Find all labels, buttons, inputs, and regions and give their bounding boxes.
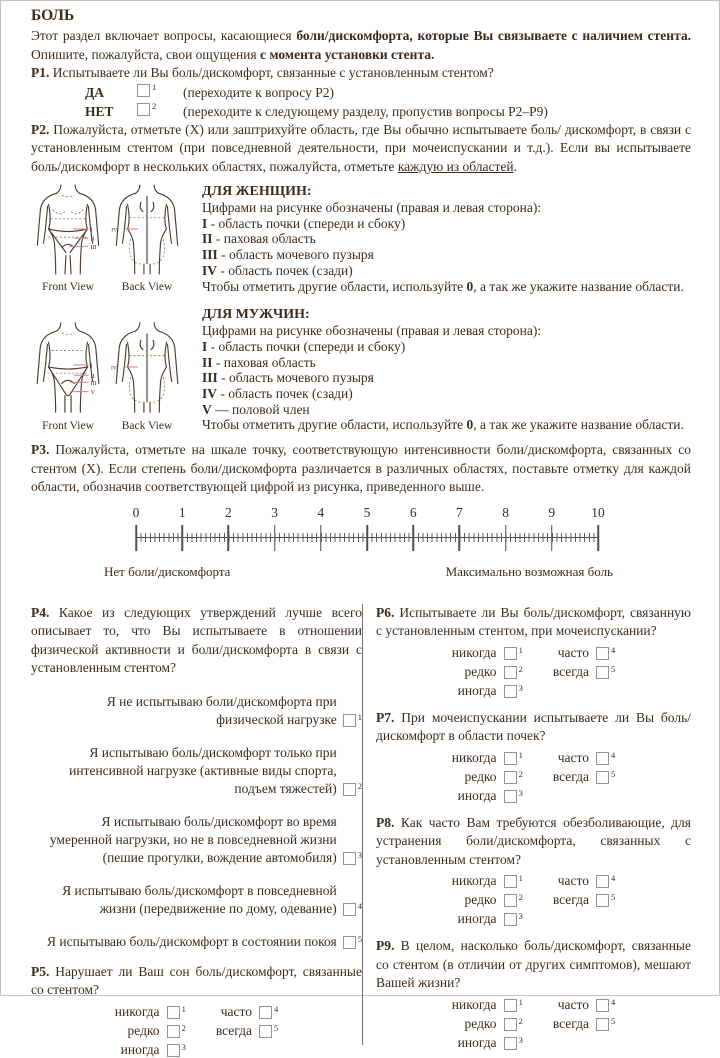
male-back-figure[interactable]	[110, 321, 184, 415]
checkbox-p8-5[interactable]: 5	[596, 893, 615, 907]
yes-label: ДА	[85, 84, 105, 100]
figure-label-I: I	[90, 363, 93, 370]
scale-tick-label: 6	[409, 504, 417, 520]
checkbox-p6-4[interactable]: 4	[596, 646, 615, 660]
female-front-figure[interactable]	[31, 184, 105, 276]
checkbox-p1-no[interactable]: 2	[137, 102, 156, 116]
p4-option-2: Я испытываю боль/дискомфорт только при интенсивной нагрузке (активные виды спорта, подъем тяжестей) $^2$	[69, 744, 362, 796]
question-p6: Р6. Испытываете ли Вы боль/дискомфорт, связанную с установленным стентом, при мочеиспускании?	[376, 604, 691, 639]
scale-major-tick	[459, 525, 461, 551]
no-note: (переходите к следующему разделу, пропустив вопросы Р2–Р9)	[183, 103, 548, 119]
answer-row-yes	[85, 83, 691, 102]
figure-label-II: II	[90, 236, 95, 243]
checkbox-p6-3[interactable]: 3	[504, 684, 523, 698]
freq-option: всегда $^5$	[215, 1022, 279, 1038]
scale-major-tick	[505, 525, 507, 551]
male-section	[31, 306, 691, 433]
legend-note: Чтобы отметить другие области, используйте 0, а так же укажите название области.	[202, 417, 684, 433]
pain-scale-ruler[interactable]	[136, 525, 598, 551]
yes-note: (переходите к вопросу Р2)	[183, 84, 334, 100]
question-p5: Р5. Нарушает ли Ваш сон боль/дискомфорт, связанные со стентом?	[31, 963, 362, 998]
checkbox-p4-4[interactable]: 4	[343, 902, 362, 916]
legend-item: V — половой член	[202, 401, 310, 417]
checkbox-p9-5[interactable]: 5	[596, 1017, 615, 1031]
scale-major-tick	[228, 525, 230, 551]
checkbox-p6-5[interactable]: 5	[596, 665, 615, 679]
pain-scale	[31, 505, 691, 580]
checkbox-p7-3[interactable]: 3	[504, 789, 523, 803]
question-p2: Р2. Пожалуйста, отметьте (Х) или заштрихуйте область, где Вы обычно испытываете боль/ дискомфорт, в связи с установленным стентом (при повседневной деятельности, при мочеиспускании и т.д.). Если вы испытываете боль/дискомфорт в нескольких областях, пожалуйста, отметьте каждую из областей.	[31, 121, 691, 174]
p7-frequency-options	[376, 750, 691, 804]
legend-item: I - область почки (спереди и сбоку)	[202, 338, 406, 354]
male-back-caption: Back View	[121, 420, 173, 433]
legend-item: IV - область почек (сзади)	[202, 262, 353, 278]
legend-item: III - область мочевого пузыря	[202, 370, 374, 386]
freq-option: редко $^2$	[464, 1015, 523, 1031]
freq-option: никогда $^1$	[451, 873, 523, 889]
checkbox-p1-yes[interactable]: 1	[137, 83, 156, 97]
checkbox-p5-3[interactable]: 3	[167, 1043, 186, 1057]
checkbox-p8-4[interactable]: 4	[596, 874, 615, 888]
female-back-figure[interactable]	[110, 184, 184, 276]
male-front-caption: Front View	[42, 420, 94, 433]
freq-option: редко $^2$	[127, 1022, 186, 1038]
freq-option: иногда $^3$	[457, 787, 523, 803]
p4-option-3: Я испытываю боль/дискомфорт во время умеренной нагрузки, но не в повседневной жизни (пешие прогулки, вождение автомобиля) $^3$	[49, 813, 362, 865]
figure-label-IV: IV	[111, 227, 118, 234]
scale-major-tick	[551, 525, 553, 551]
checkbox-p7-1[interactable]: 1	[504, 751, 523, 765]
questionnaire-page	[1, 1, 719, 1057]
female-front-caption: Front View	[42, 281, 94, 294]
checkbox-p7-4[interactable]: 4	[596, 751, 615, 765]
section-title: БОЛЬ	[31, 7, 75, 24]
freq-option: никогда $^1$	[451, 644, 523, 660]
scale-tick-label: 0	[132, 504, 140, 520]
freq-option: иногда $^3$	[457, 911, 523, 927]
scale-major-tick	[181, 525, 183, 551]
male-heading: ДЛЯ МУЖЧИН:	[202, 307, 310, 323]
freq-option: никогда $^1$	[114, 1003, 186, 1019]
scale-tick-label: 9	[548, 504, 556, 520]
male-legend: ДЛЯ МУЖЧИН: Цифрами на рисунке обозначены (правая и левая сторона): I - область почки (спереди и сбоку) II - паховая область III - область мочевого пузыря IV - область почек (сзади) V — половой член Чтобы отметить другие области, используйте 0, а так же укажите название области.	[189, 306, 691, 433]
p4-option-5: Я испытываю боль/дискомфорт в состоянии покоя $^5$	[46, 933, 362, 949]
two-column-area	[31, 604, 691, 1057]
checkbox-p9-2[interactable]: 2	[504, 1017, 523, 1031]
checkbox-p6-1[interactable]: 1	[504, 646, 523, 660]
male-figures	[31, 306, 189, 433]
freq-option: часто $^4$	[557, 644, 616, 660]
legend-item: I - область почки (спереди и сбоку)	[202, 215, 406, 231]
scale-tick-label: 2	[225, 504, 232, 520]
freq-option: всегда $^5$	[552, 663, 616, 679]
freq-option: часто $^4$	[557, 749, 616, 765]
checkbox-p8-3[interactable]: 3	[504, 912, 523, 926]
checkbox-p5-2[interactable]: 2	[167, 1024, 186, 1038]
freq-option: редко $^2$	[464, 663, 523, 679]
checkbox-p9-3[interactable]: 3	[504, 1036, 523, 1050]
checkbox-box	[137, 103, 150, 116]
scale-tick-label: 3	[271, 504, 278, 520]
question-p7: Р7. При мочеиспускании испытываете ли Вы боль/дискомфорт в области почек?	[376, 709, 691, 744]
scale-tick-label: 8	[502, 504, 509, 520]
female-heading: ДЛЯ ЖЕНЩИН:	[202, 184, 312, 199]
scale-labels	[31, 564, 691, 580]
freq-option: иногда $^3$	[120, 1041, 186, 1057]
freq-option: всегда $^5$	[552, 1015, 616, 1031]
checkbox-p8-2[interactable]: 2	[504, 893, 523, 907]
scale-tick-label: 1	[178, 504, 186, 520]
checkbox-p7-2[interactable]: 2	[504, 770, 523, 784]
scale-left-label: Нет боли/дискомфорта	[104, 563, 231, 579]
female-back-caption: Back View	[121, 281, 173, 294]
scale-major-tick	[597, 525, 599, 551]
figure-label-IV: IV	[111, 365, 117, 372]
freq-option: иногда $^3$	[457, 682, 523, 698]
scale-major-tick	[412, 525, 414, 551]
no-label: НЕТ	[85, 103, 114, 119]
scale-major-tick	[274, 525, 276, 551]
figure-label-I: I	[90, 227, 93, 234]
checkbox-p4-1[interactable]: 1	[343, 713, 362, 727]
p4-option-1: Я не испытываю боли/дискомфорта при физической нагрузке $^1$	[106, 693, 362, 727]
figure-label-V: V	[90, 390, 96, 397]
checkbox-p5-1[interactable]: 1	[167, 1005, 186, 1019]
question-p1: Р1. Испытываете ли Вы боль/дискомфорт, связанные с установленным стентом?	[31, 65, 494, 80]
scale-major-tick	[366, 525, 368, 551]
checkbox-p4-5[interactable]: 5	[343, 935, 362, 949]
checkbox-p9-1[interactable]: 1	[504, 998, 523, 1012]
legend-item: II - паховая область	[202, 231, 316, 247]
checkbox-p4-2[interactable]: 2	[343, 782, 362, 796]
scale-major-tick	[320, 525, 322, 551]
checkbox-p4-3[interactable]: 3	[343, 851, 362, 865]
freq-option: иногда $^3$	[457, 1034, 523, 1050]
question-p4: Р4. Какое из следующих утверждений лучше всего описывает то, что Вы испытываете в отношении физической активности и боли/дискомфорта в связи с установленным стентом?	[31, 604, 362, 676]
checkbox-p5-4[interactable]: 4	[259, 1005, 278, 1019]
pain-scale-numbers	[132, 504, 605, 522]
section-intro: Этот раздел включает вопросы, касающиеся боли/дискомфорта, которые Вы связываете с наличием стента. Опишите, пожалуйста, свои ощущения с момента установки стента.	[31, 28, 691, 62]
scale-tick-label: 5	[363, 504, 371, 520]
checkbox-p7-5[interactable]: 5	[596, 770, 615, 784]
right-column	[362, 604, 691, 1050]
checkbox-p8-1[interactable]: 1	[504, 874, 523, 888]
freq-option: никогда $^1$	[451, 996, 523, 1012]
p4-option-4: Я испытываю боль/дискомфорт в повседневной жизни (передвижение по дому, одевание) $^4$	[62, 882, 362, 916]
female-legend: ДЛЯ ЖЕНЩИН: Цифрами на рисунке обозначены (правая и левая сторона): I - область почки (спереди и сбоку) II - паховая область III - область мочевого пузыря IV - область почек (сзади) Чтобы отметить другие области, используйте 0, а так же укажите название области.	[189, 183, 691, 294]
legend-note: Чтобы отметить другие области, используйте 0, а так же укажите название области.	[202, 278, 684, 294]
legend-item: II - паховая область	[202, 354, 316, 370]
legend-item: IV - область почек (сзади)	[202, 386, 353, 402]
legend-item: III - область мочевого пузыря	[202, 247, 374, 263]
scale-major-tick	[135, 525, 137, 551]
p8-frequency-options	[376, 873, 691, 927]
male-front-figure[interactable]	[31, 321, 105, 415]
figure-label-III: III	[90, 245, 97, 252]
freq-option: часто $^4$	[557, 996, 616, 1012]
freq-option: редко $^2$	[464, 892, 523, 908]
figure-label-III: III	[90, 381, 97, 388]
freq-option: редко $^2$	[464, 768, 523, 784]
freq-option: никогда $^1$	[451, 749, 523, 765]
scale-right-label: Максимально возможная боль	[445, 563, 613, 579]
checkbox-p9-4[interactable]: 4	[596, 998, 615, 1012]
question-p3: Р3. Пожалуйста, отметьте на шкале точку, соответствующую интенсивности боли/дискомфорта, связанных со стентом (Х). Если степень боли/дискомфорта различается в различных областях, поставьте отметку для каждой области, обозначив соответствующей цифрой из рисунка, приведенного выше.	[31, 442, 691, 495]
p6-frequency-options	[376, 645, 691, 699]
checkbox-p5-5[interactable]: 5	[259, 1024, 278, 1038]
p5-frequency-options	[31, 1004, 362, 1058]
scale-tick-label: 7	[456, 504, 463, 520]
scale-tick-label: 4	[317, 504, 325, 520]
female-figures	[31, 183, 189, 294]
figure-label-II: II	[90, 373, 95, 380]
checkbox-box	[137, 84, 150, 97]
freq-option: всегда $^5$	[552, 892, 616, 908]
answer-row-no	[85, 102, 691, 121]
p9-frequency-options	[376, 997, 691, 1051]
freq-option: всегда $^5$	[552, 768, 616, 784]
scale-tick-label: 10	[591, 504, 605, 520]
freq-option: часто $^4$	[220, 1003, 279, 1019]
question-p8: Р8. Как часто Вам требуются обезболивающие, для устранения боли/дискомфорта, связанных с установленным стентом?	[376, 814, 691, 867]
question-p9: Р9. В целом, насколько боль/дискомфорт, связанные со стентом (в отличии от других симптомов), мешают Вашей жизни?	[376, 938, 691, 991]
checkbox-p6-2[interactable]: 2	[504, 665, 523, 679]
freq-option: часто $^4$	[557, 873, 616, 889]
female-section	[31, 183, 691, 294]
left-column	[31, 604, 362, 1057]
